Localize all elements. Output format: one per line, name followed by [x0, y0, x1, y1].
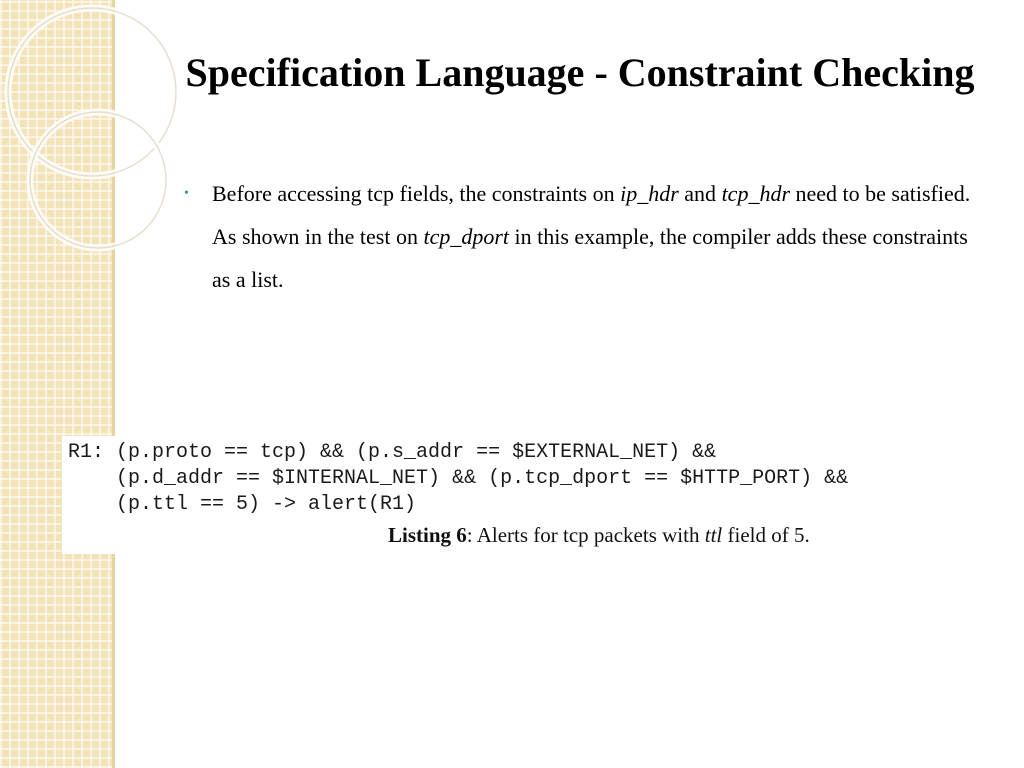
- bullet-list: [182, 172, 972, 301]
- bullet-segment: and: [678, 181, 722, 206]
- bullet-segment: need to be satisfied. As shown in the test on: [212, 181, 971, 249]
- code-listing-image: [62, 436, 972, 554]
- bullet-segment: in this example, the compiler adds these constraints as a list.: [212, 224, 968, 292]
- bullet-item: [182, 172, 972, 301]
- bullet-text: [212, 181, 970, 292]
- slide-title: Specification Language - Constraint Checking: [185, 50, 975, 95]
- bullet-segment: Before accessing tcp fields, the constraints on: [212, 181, 621, 206]
- decorative-side-strip: [0, 0, 114, 768]
- code-line: R1: (p.proto == tcp) && (p.s_addr == $EXTERNAL_NET) &&: [68, 441, 717, 464]
- listing-caption-text: field of 5.: [722, 523, 810, 547]
- listing-caption-text: : Alerts for tcp packets with: [466, 523, 705, 547]
- side-strip-edge: [112, 0, 115, 768]
- bullet-segment-italic: tcp_dport: [423, 224, 510, 249]
- code-line: (p.d_addr == $INTERNAL_NET) && (p.tcp_dport == $HTTP_PORT) &&: [68, 467, 849, 490]
- bullet-segment-italic: ip_hdr: [620, 181, 679, 206]
- bullet-marker-icon: •: [184, 186, 189, 201]
- bullet-segment-italic: tcp_hdr: [721, 181, 791, 206]
- listing-caption: [388, 522, 810, 548]
- listing-caption-label: Listing 6: [388, 523, 467, 547]
- listing-caption-italic: ttl: [704, 523, 723, 547]
- code-line: (p.ttl == 5) -> alert(R1): [68, 493, 417, 516]
